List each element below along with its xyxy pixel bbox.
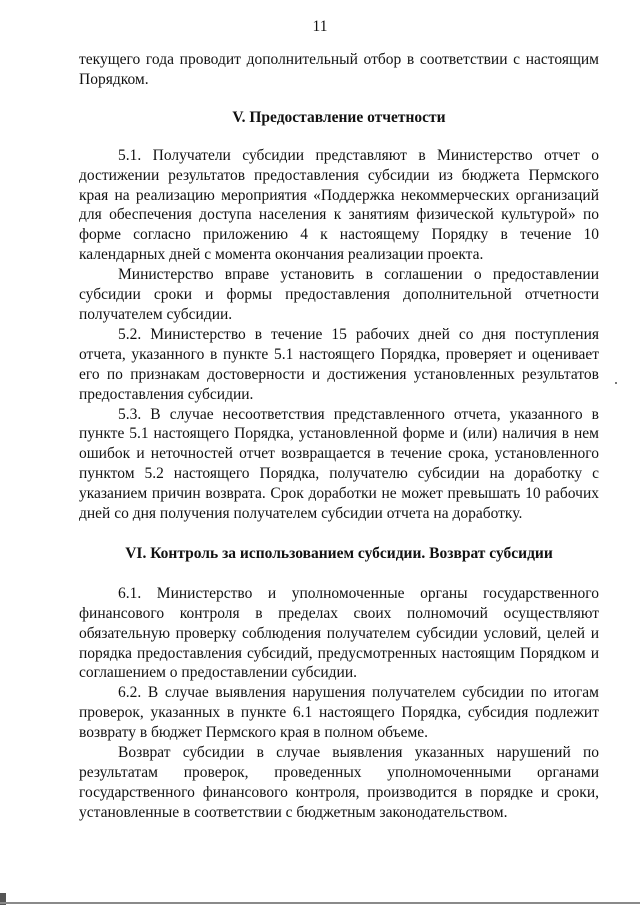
intro-paragraph: текущего года проводит дополнительный отбор в соответствии с настоящим Порядком. xyxy=(79,51,599,88)
paragraph-6-3: Возврат субсидии в случае выявления указанных нарушений по результатам проверок, проведенных уполномоченными органами государственного финансового контроля, производится в порядке и сроки, установленные в соответствии с бюджетным законодательством. xyxy=(79,744,599,821)
paragraph-6-2: 6.2. В случае выявления нарушения получателем субсидии по итогам проверок, указанных в пункте 6.1 настоящего Порядка, субсидия подлежит возврату в бюджет Пермского края в полном объеме. xyxy=(79,684,599,742)
document-body xyxy=(79,50,599,823)
scan-bottom-edge xyxy=(0,902,640,904)
paragraph-5-2: 5.2. Министерство в течение 15 рабочих дней со дня поступления отчета, указанного в пункте 5.1 настоящего Порядка, проверяет и оценивает его по признакам достоверности и достижения установленных результатов предоставления субсидии. xyxy=(79,325,599,403)
section-5-heading: V. Предоставление отчетности xyxy=(232,108,446,126)
paragraph-5-1: 5.1. Получатели субсидии представляют в Министерство отчет о достижении результатов предоставления субсидии из бюджета Пермского края на реализацию мероприятия «Поддержка некоммерческих организаций для обеспечения доступа населения к занятиям физической культурой» по форме согласно приложению 4 к настоящему Порядку в течение 10 календарных дней с момента окончания реализации проекта. xyxy=(79,146,599,264)
paragraph-5-1-additional: Министерство вправе установить в соглашении о предоставлении субсидии сроки и формы предоставления дополнительной отчетности получателем субсидии. xyxy=(79,266,599,323)
paragraph-5-3: 5.3. В случае несоответствия представленного отчета, указанного в пункте 5.1 настоящего Порядка, установленной форме и (или) наличия в нем ошибок и неточностей отчет возвращается в течение срока, установленного пунктом 5.2 настоящего Порядка, получателю субсидии на доработку с указанием причин возврата. Срок доработки не может превышать 10 рабочих дней со дня получения получателем субсидии отчета на доработку. xyxy=(79,405,599,523)
section-6-heading: VI. Контроль за использованием субсидии. Возврат субсидии xyxy=(125,544,553,562)
paragraph-6-1: 6.1. Министерство и уполномоченные органы государственного финансового контроля в пределах своих полномочий осуществляют обязательную проверку соблюдения получателем субсидии условий, целей и порядка предоставления субсидий, предусмотренных настоящим Порядком и соглашением о предоставлении субсидии. xyxy=(79,584,599,682)
scan-speck xyxy=(615,382,617,384)
page-number: 11 xyxy=(312,18,328,35)
